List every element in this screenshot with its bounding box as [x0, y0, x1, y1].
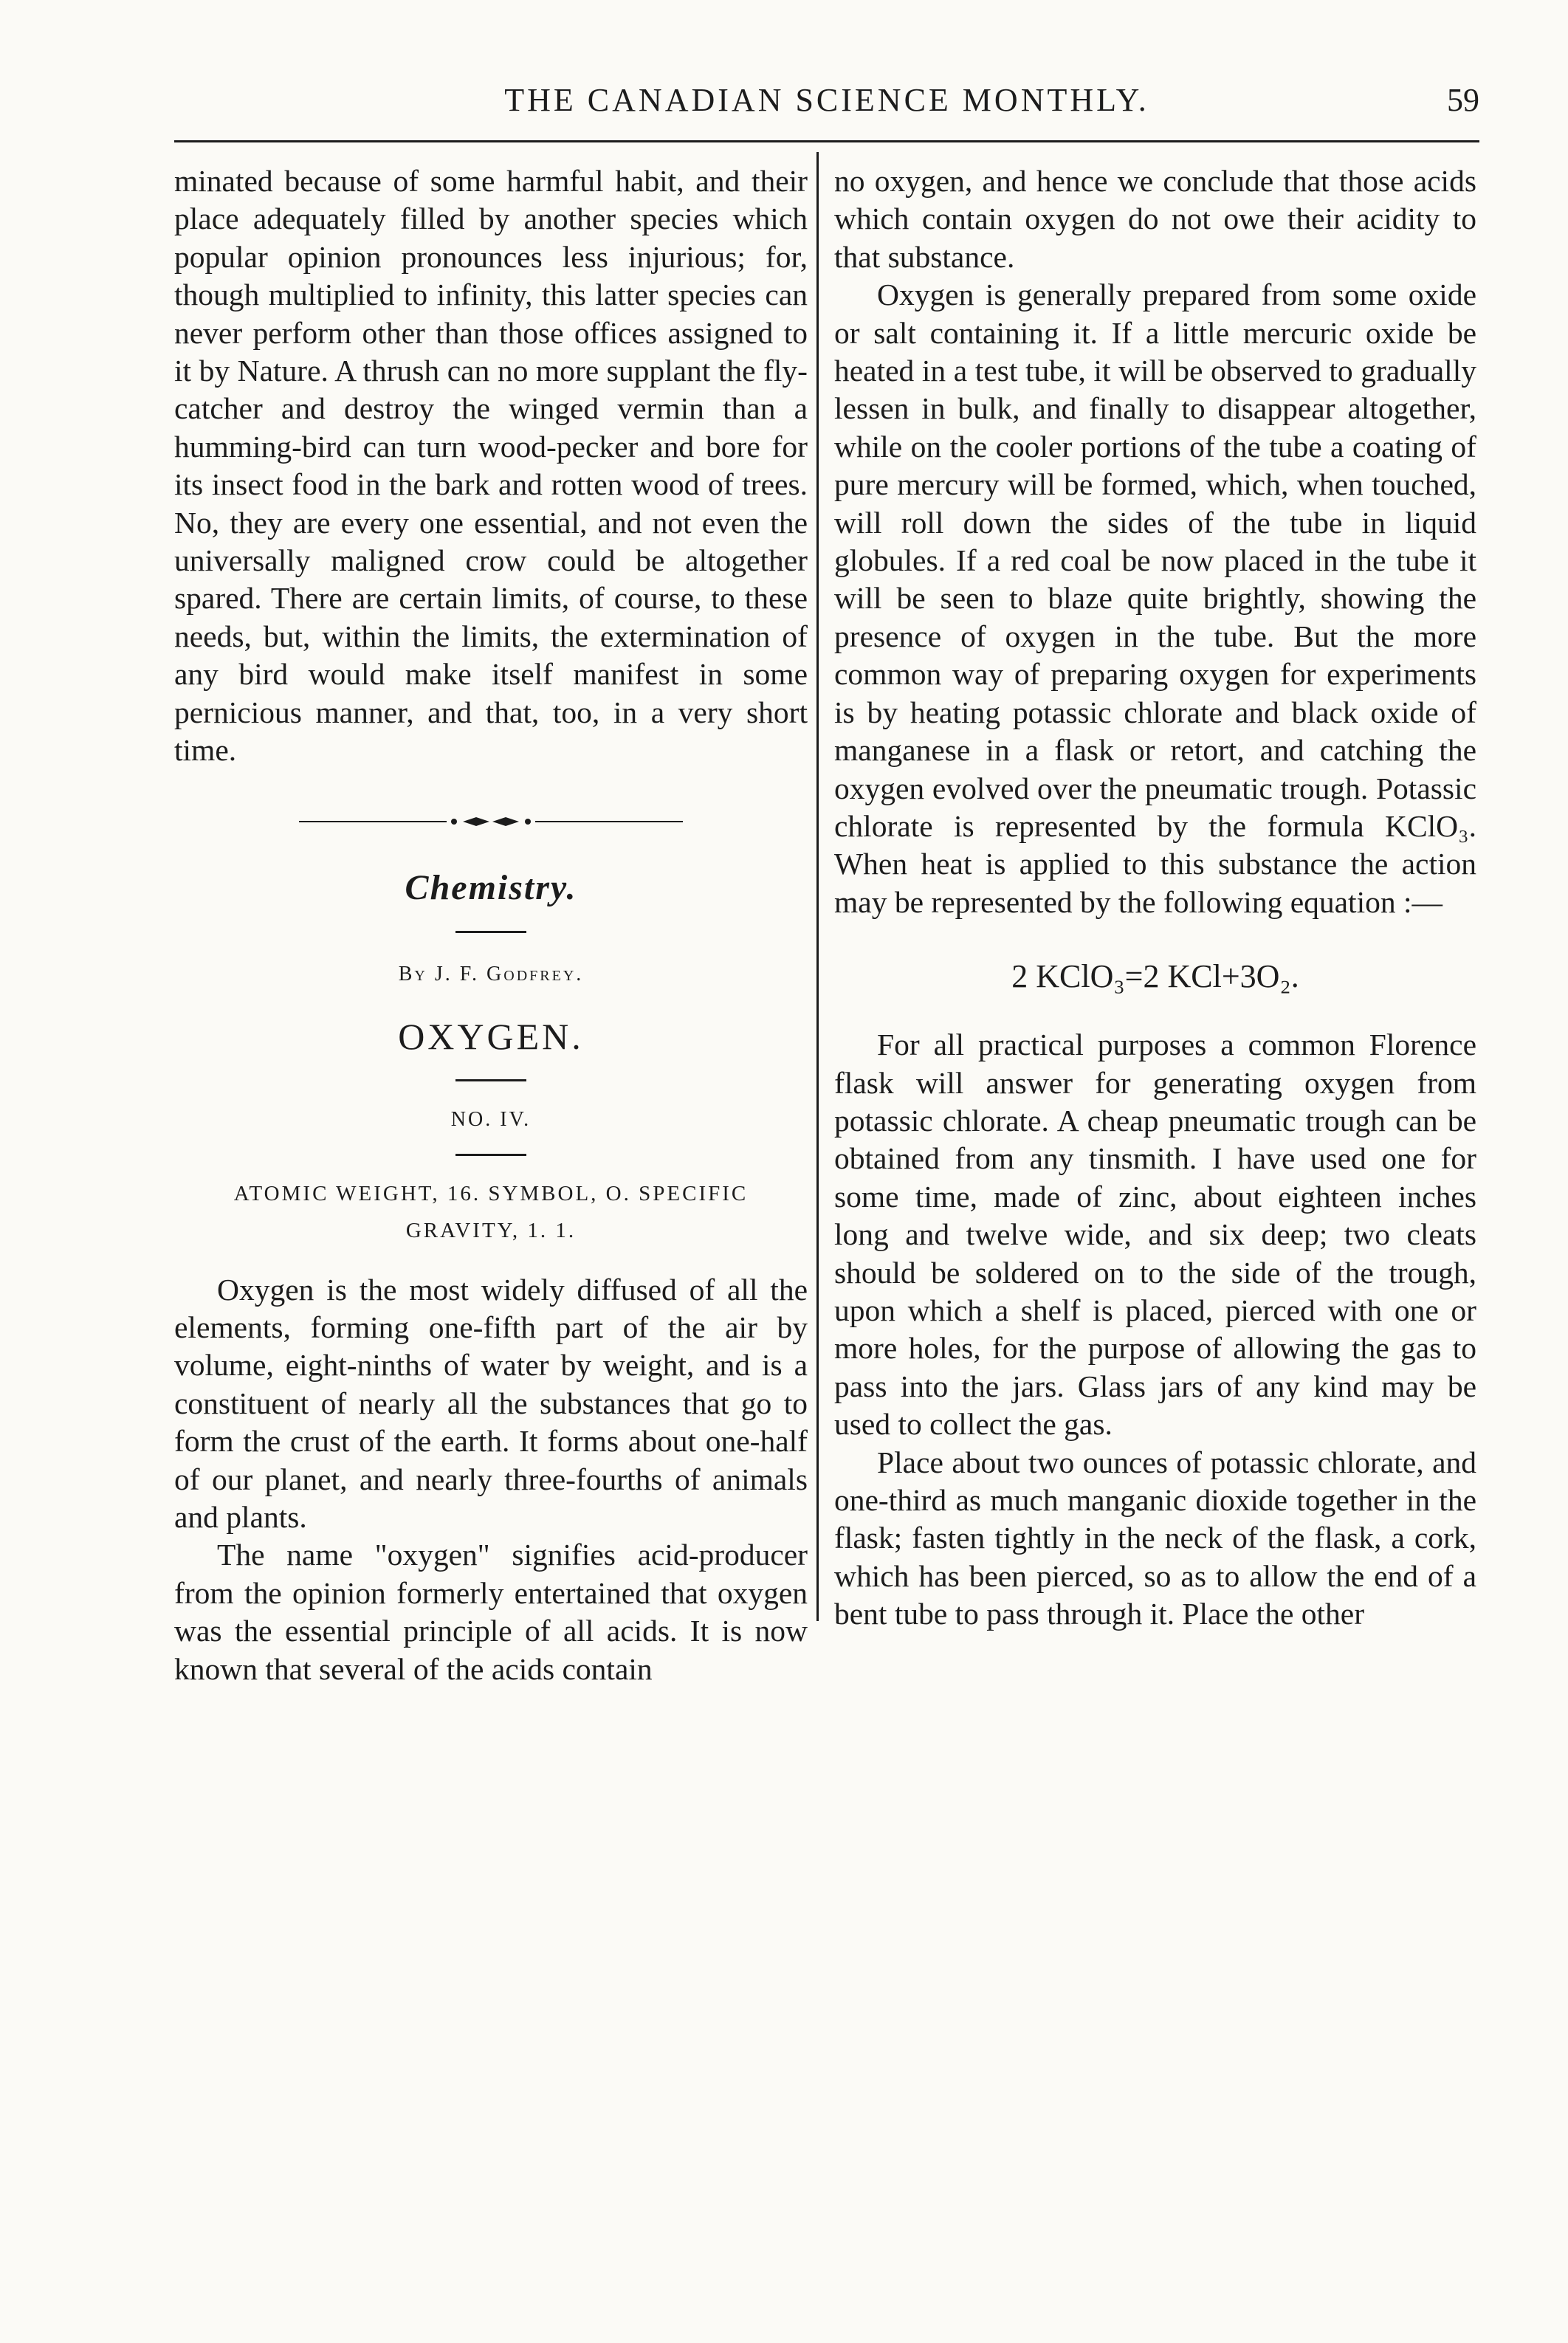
atomic-data: ATOMIC WEIGHT, 16. SYMBOL, O. SPECIFIC GRAVITY, 1. 1. — [233, 1181, 749, 1242]
journal-title: THE CANADIAN SCIENCE MONTHLY. — [504, 82, 1149, 118]
continued-paragraph: no oxygen, and hence we conclude that those acids which contain oxygen do not owe their acidity to that substance. — [834, 164, 1476, 274]
short-rule — [455, 931, 526, 933]
byline: By J. F. Godfrey. — [398, 962, 584, 985]
left-column — [174, 162, 808, 1688]
part-label: NO. IV. — [450, 1107, 532, 1131]
right-column — [834, 162, 1476, 1634]
page-number: 59 — [1447, 82, 1479, 118]
ornament-divider — [299, 814, 683, 829]
short-rule — [455, 1079, 526, 1081]
paragraph: Oxygen is generally prepared from some oxide or salt containing it. If a little mercuric oxide be heated in a test tube, it will be observed to gradually lessen in bulk, and finally to disappear altogether, while on the cooler portions of the tube a coating of pure mercury will be formed, which, when touched, will roll down the sides of the tube in liquid globules. If a red coal be now placed in the tube it will be seen to blaze quite brightly, showing the presence of oxygen in the tube. But the more common way of preparing oxygen for experiments is by heating potassic chlorate and black oxide of manganese in a flask or retort, and catching the oxygen evolved over the pneumatic trough. Potassic chlorate is represented by the formula KClO₃. When heat is applied to this substance the action may be represented by the following equation :— — [834, 278, 1476, 919]
paragraph: Oxygen is the most widely diffused of all the elements, forming one-fifth part of the air by volume, eight-ninths of water by weight, and is a constituent of nearly all the substances that go to form the crust of the earth. It forms about one-half of our planet, and nearly three-fourths of animals and plants. — [174, 1272, 808, 1534]
short-rule — [455, 1154, 526, 1156]
section-title: Chemistry. — [405, 867, 577, 907]
column-divider — [816, 152, 819, 1621]
header-rule — [174, 140, 1479, 142]
article-title: OXYGEN. — [398, 1015, 584, 1057]
paragraph: Place about two ounces of potassic chlorate, and one-third as much manganic dioxide together in the flask; fasten tightly in the neck of the flask, a cork, which has been pierced, so as to allow the end of a bent tube to pass through it. Place the other — [834, 1445, 1476, 1631]
paragraph: The name "oxygen" signifies acid-producer from the opinion formerly entertained that oxygen was the essential principle of all acids. It is now known that several of the acids contain — [174, 1538, 808, 1686]
chemical-equation: 2 KClO₃=2 KCl+3O₂. — [1011, 958, 1299, 995]
paragraph: For all practical purposes a common Florence flask will answer for generating oxygen from potassic chlorate. A cheap pneumatic trough can be obtained from any tinsmith. I have used one for some time, made of zinc, about eighteen inches long and twelve wide, and six deep; two cleats should be soldered on to the side of the trough, upon which a shelf is placed, pierced with one or more holes, for the purpose of allowing the gas to pass into the jars. Glass jars of any kind may be used to collect the gas. — [834, 1028, 1476, 1442]
continued-paragraph: minated because of some harmful habit, and their place adequately filled by another species which popular opinion pronounces less injurious; for, though multiplied to infinity, this latter species can never perform other than those offices assigned to it by Nature. A thrush can no more supplant the fly-catcher and destroy the winged vermin than a humming-bird can turn wood-pecker and bore for its insect food in the bark and rotten wood of trees. No, they are every one essential, and not even the universally maligned crow could be altogether spared. There are certain limits, of course, to these needs, but, within the limits, the extermination of any bird would make itself manifest in some pernicious manner, and that, too, in a very short time. — [174, 164, 808, 768]
running-head — [174, 78, 1479, 130]
